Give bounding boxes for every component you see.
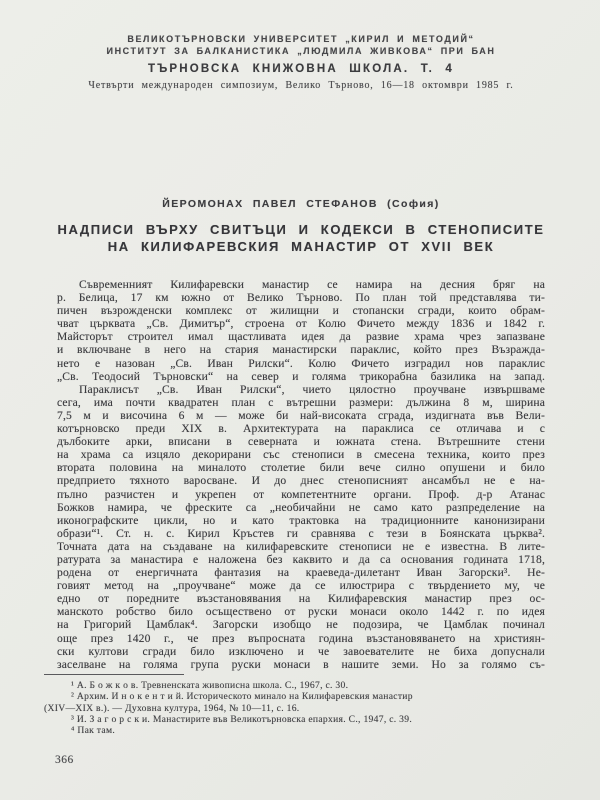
footnotes (44, 679, 545, 737)
body-text (57, 278, 545, 671)
footnote-line: ² Архим. И н о к е н т и й. Историческото минало на Килифаревския манастир (71, 691, 413, 703)
article-head (57, 198, 545, 255)
body-line: ски култови сгради било изключено и че завоевателите не биха допуснали (57, 644, 545, 658)
body-line: още през 1420 г., че през въпросната година възстановяването на християн- (57, 631, 545, 645)
body-line: едно от поредните възстановявания на Килифаревския манастир през ос- (57, 592, 545, 606)
body-line: пълно разчистен и укрепен от компетентните органи. Проф. д-р Атанас (57, 487, 545, 501)
body-line: Параклисът „Св. Иван Рилски“, чието цялостно проучване извършваме (79, 382, 545, 396)
body-line: иконографските цикли, но и като трактовка на традиционните канонизирани (57, 513, 545, 527)
running-head (57, 0, 545, 92)
symposium-line: Четвърти международен симпозиум, Велико Търново, 16—18 октомври 1985 г. (88, 80, 514, 91)
body-line: „Св. Теодосий Търновски“ на север и голяма трикорабна базилика на запад. (57, 369, 545, 383)
body-line: Точната дата на създаване на килифаревските стенописи не е известна. В лите- (57, 539, 545, 553)
body-line: манското робство било осъществено от руски монаси около 1442 г. по идея (57, 605, 545, 619)
article-title-line-1: НАДПИСИ ВЪРХУ СВИТЪЦИ И КОДЕКСИ В СТЕНОПИСИТЕ (57, 222, 545, 237)
footnote-line: ¹ А. Б о ж к о в. Тревненската живописна школа. С., 1967, с. 30. (71, 679, 349, 691)
body-line: сега, има почти квадратен план с вътрешни размери: дължина 8 м, ширина (57, 395, 545, 409)
body-line: нето е назован „Св. Иван Рилски“. Колю Фичето изградил нов параклис (57, 356, 545, 370)
university-line: ВЕЛИКОТЪРНОВСКИ УНИВЕРСИТЕТ „КИРИЛ И МЕТОДИЙ“ (127, 34, 475, 44)
body-line: втората половина на миналото столетие били вече силно опушени и било (57, 461, 545, 475)
body-line: р. Белица, 17 км южно от Велико Търново. По план той представлява ти- (57, 291, 545, 305)
footnote-line: ⁴ Пак там. (71, 725, 116, 737)
author-line: ЙЕРОМОНАХ ПАВЕЛ СТЕФАНОВ (София) (162, 198, 440, 210)
body-line: говият метод на „проучване“ може да се илюстрира с твърдението му, че (57, 579, 545, 593)
institute-line: ИНСТИТУТ ЗА БАЛКАНИСТИКА „ЛЮДМИЛА ЖИВКОВА“ ПРИ БАН (106, 46, 496, 56)
body-line: предприето тяхното варосване. И до днес стенописният ансамбъл не е на- (57, 474, 545, 488)
article-title-line-2: НА КИЛИФАРЕВСКИЯ МАНАСТИР ОТ XVII ВЕК (107, 239, 495, 254)
body-line: родена от енергичната фантазия на краеведа-дилетант Иван Загорски³. Не- (57, 566, 545, 580)
body-line: на Григорий Цамблак⁴. Загорски изобщо не подозира, че Цамблак починал (57, 618, 545, 632)
body-line: ратурата за манастира е наложена без каквито и да са основания годината 1718, (57, 552, 545, 566)
body-line: котърновско преди XIX в. Архитектурата на параклиса се отличава и с (57, 422, 545, 436)
body-line: пичен възрожденски комплекс от жилищни и стопански сгради, които обрам- (57, 304, 545, 318)
body-line: дълбоките арки, вписани в северната и южната стена. Вътрешните стени (57, 435, 545, 449)
body-line: образи“¹. Ст. н. с. Кирил Кръстев ги сравнява с тези в Боянската църква². (57, 526, 545, 540)
footnote-line: (XIV—XIX в.). — Духовна култура, 1964, № 10—11, с. 16. (44, 702, 300, 714)
body-line: Божков намира, че фреските са „необичайни не само като разпределение на (57, 500, 545, 514)
body-line: на храма са изцяло декорирани със стенописи в смесена техника, които през (57, 448, 545, 462)
series-title: ТЪРНОВСКА КНИЖОВНА ШКОЛА. Т. 4 (147, 63, 455, 75)
body-line: заселване на голяма група руски монаси в нашите земи. Но за голямо съ- (57, 657, 545, 671)
body-line: 7,5 м и височина 6 м — може би най-високата сграда, издигната във Вели- (57, 408, 545, 422)
body-line: Съвременният Килифаревски манастир се намира на десния бряг на (79, 278, 545, 291)
article-title (57, 221, 545, 255)
body-line: и включване в него на стария манастирски параклис, който през Възражда- (57, 343, 545, 357)
body-line: чват църквата „Св. Димитър“, строена от Колю Фичето между 1836 и 1842 г. (57, 317, 545, 331)
body-line: Майсторът строител имал щастливата идея да развие храма чрез запазване (57, 330, 545, 344)
footnote-separator (44, 674, 184, 675)
page-number: 366 (55, 753, 74, 766)
footnote-line: ³ И. З а г о р с к и. Манастирите във Великотърновска епархия. С., 1947, с. 39. (71, 714, 413, 726)
